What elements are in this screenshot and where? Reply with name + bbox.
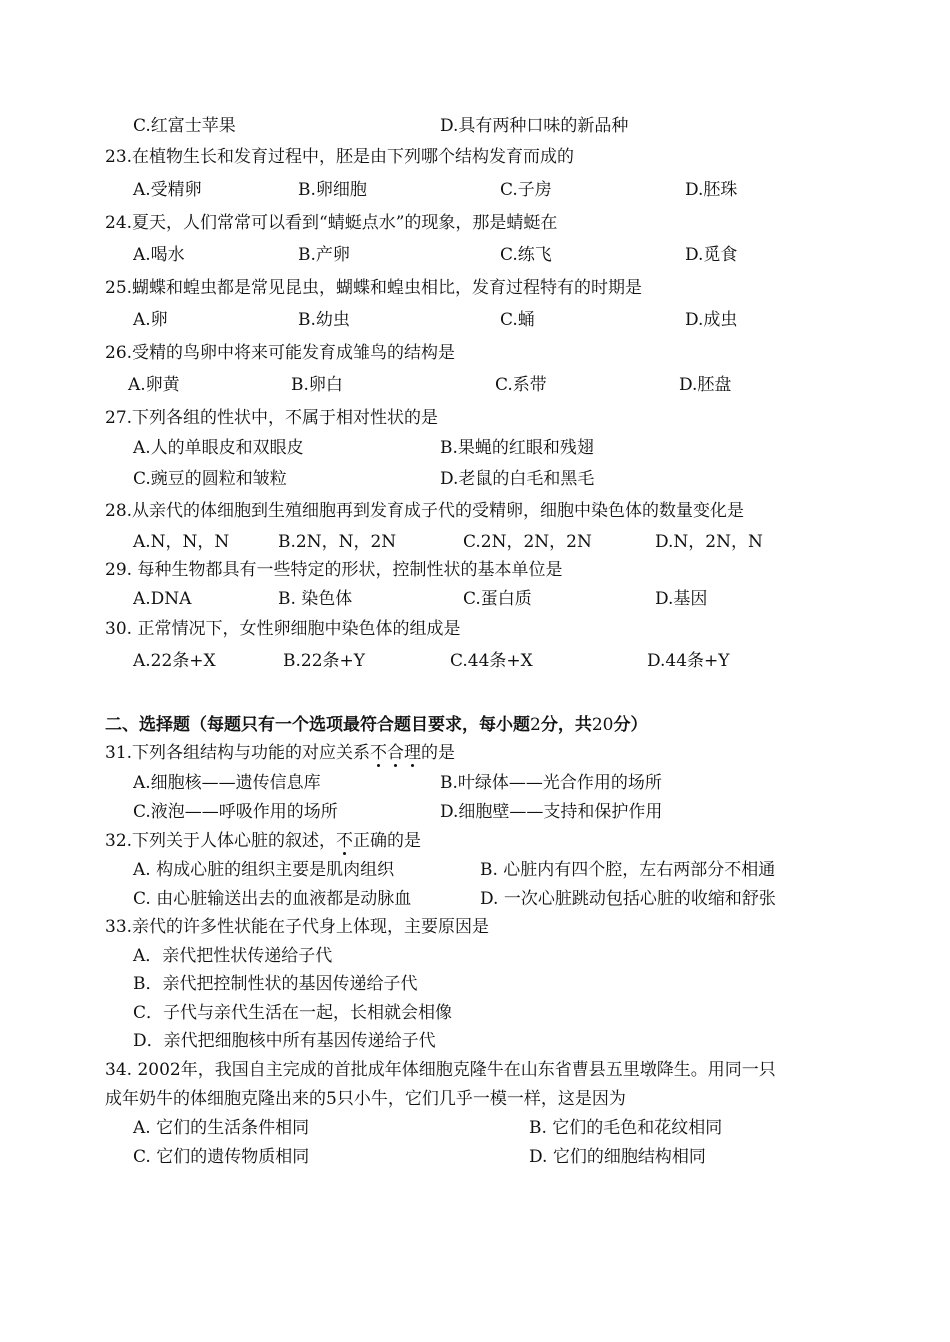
q23-stem: 23.在植物生长和发育过程中，胚是由下列哪个结构发育而成的	[105, 147, 575, 167]
q23-option-a: A.受精卵	[133, 180, 202, 200]
q26-option-d: D.胚盘	[679, 375, 732, 395]
q28-option-b: B.2N，N，2N	[278, 532, 397, 552]
section-2-total: 20	[591, 715, 614, 735]
q34-option-d: D. 它们的细胞结构相同	[529, 1147, 706, 1167]
q25-option-d: D.成虫	[685, 310, 738, 330]
section-2-text-2: 分，共	[540, 715, 592, 735]
q26-option-a: A.卵黄	[128, 375, 180, 395]
q27-stem: 27.下列各组的性状中，不属于相对性状的是	[105, 408, 439, 428]
q34-option-a: A. 它们的生活条件相同	[133, 1118, 310, 1138]
q24-option-d: D.觅食	[685, 245, 738, 265]
q29-option-a: A.DNA	[133, 589, 192, 609]
q30-option-d: D.44条+Y	[647, 651, 730, 671]
emphasis-char: 不	[370, 743, 388, 763]
section-2-text-3: 分）	[613, 715, 648, 735]
section-2-points: 2	[530, 715, 541, 735]
q23-option-b: B.卵细胞	[298, 180, 367, 200]
q32-option-b: B. 心脏内有四个腔，左右两部分不相通	[480, 860, 776, 880]
q29-option-d: D.基因	[655, 589, 708, 609]
q30-option-b: B.22条+Y	[283, 651, 365, 671]
q31-emphasis	[370, 743, 421, 763]
q32-stem-pre: 32.下列关于人体心脏的叙述，	[105, 831, 337, 851]
q28-option-a: A.N，N，N	[133, 532, 230, 552]
q29-option-b: B. 染色体	[278, 589, 353, 609]
q27-option-c: C.豌豆的圆粒和皱粒	[133, 469, 287, 489]
q32-option-d: D. 一次心脏跳动包括心脏的收缩和舒张	[480, 889, 776, 909]
q33-option-b: B．亲代把控制性状的基因传递给子代	[133, 974, 418, 994]
q27-option-a: A.人的单眼皮和双眼皮	[133, 438, 304, 458]
q33-option-a: A．亲代把性状传递给子代	[133, 946, 333, 966]
q25-option-b: B.幼虫	[298, 310, 350, 330]
q32-emphasis	[336, 831, 353, 851]
q30-stem: 30. 正常情况下，女性卵细胞中染色体的组成是	[105, 619, 461, 639]
q31-stem	[105, 741, 455, 765]
q30-option-c: C.44条+X	[450, 651, 533, 671]
q31-option-b: B.叶绿体——光合作用的场所	[440, 773, 662, 793]
q29-option-c: C.蛋白质	[463, 589, 532, 609]
q32-option-a: A. 构成心脏的组织主要是肌肉组织	[133, 860, 395, 880]
q31-option-d: D.细胞壁——支持和保护作用	[440, 802, 663, 822]
q25-stem: 25.蝴蝶和蝗虫都是常见昆虫，蝴蝶和蝗虫相比，发育过程特有的时期是	[105, 278, 643, 298]
emphasis-char: 不	[336, 831, 354, 851]
q24-stem: 24.夏天，人们常常可以看到“蜻蜓点水”的现象，那是蜻蜓在	[105, 213, 558, 233]
emphasis-char: 合	[387, 743, 405, 763]
q32-stem	[105, 829, 421, 853]
q26-stem: 26.受精的鸟卵中将来可能发育成雏鸟的结构是	[105, 343, 456, 363]
q24-option-b: B.产卵	[298, 245, 350, 265]
q32-stem-post: 正确的是	[353, 831, 422, 851]
q27-option-d: D.老鼠的白毛和黑毛	[440, 469, 595, 489]
q23-option-d: D.胚珠	[685, 180, 738, 200]
q30-option-a: A.22条+X	[133, 651, 216, 671]
q23-option-c: C.子房	[500, 180, 552, 200]
section-2-heading	[105, 713, 647, 737]
q33-option-d: D．亲代把细胞核中所有基因传递给子代	[133, 1031, 436, 1051]
section-2-text-1: 二、选择题（每题只有一个选项最符合题目要求，每小题	[105, 715, 530, 735]
q33-option-c: C．子代与亲代生活在一起，长相就会相像	[133, 1003, 453, 1023]
q26-option-b: B.卵白	[291, 375, 343, 395]
q31-stem-post: 的是	[421, 743, 456, 763]
q24-option-a: A.喝水	[133, 245, 185, 265]
q28-option-c: C.2N，2N，2N	[463, 532, 592, 552]
q34-stem-line-2: 成年奶牛的体细胞克隆出来的5只小牛，它们几乎一模一样，这是因为	[105, 1089, 626, 1109]
q33-stem: 33.亲代的许多性状能在子代身上体现，主要原因是	[105, 917, 490, 937]
q26-option-c: C.系带	[495, 375, 547, 395]
q22-option-d: D.具有两种口味的新品种	[440, 116, 629, 136]
q34-option-b: B. 它们的毛色和花纹相同	[529, 1118, 723, 1138]
q31-stem-pre: 31.下列各组结构与功能的对应关系	[105, 743, 371, 763]
q28-option-d: D.N，2N，N	[655, 532, 763, 552]
q24-option-c: C.练飞	[500, 245, 552, 265]
q29-stem: 29. 每种生物都具有一些特定的形状，控制性状的基本单位是	[105, 560, 563, 580]
q31-option-c: C.液泡——呼吸作用的场所	[133, 802, 338, 822]
q31-option-a: A.细胞核——遗传信息库	[133, 773, 321, 793]
q32-option-c: C. 由心脏输送出去的血液都是动脉血	[133, 889, 412, 909]
q27-option-b: B.果蝇的红眼和残翅	[440, 438, 594, 458]
q34-option-c: C. 它们的遗传物质相同	[133, 1147, 310, 1167]
q25-option-c: C.蛹	[500, 310, 535, 330]
emphasis-char: 理	[404, 743, 422, 763]
q25-option-a: A.卵	[133, 310, 168, 330]
q28-stem: 28.从亲代的体细胞到生殖细胞再到发育成子代的受精卵，细胞中染色体的数量变化是	[105, 501, 745, 521]
q22-option-c: C.红富士苹果	[133, 116, 236, 136]
q34-stem-line-1: 34. 2002年，我国自主完成的首批成年体细胞克隆牛在山东省曹县五里墩降生。用同一只	[105, 1060, 776, 1080]
